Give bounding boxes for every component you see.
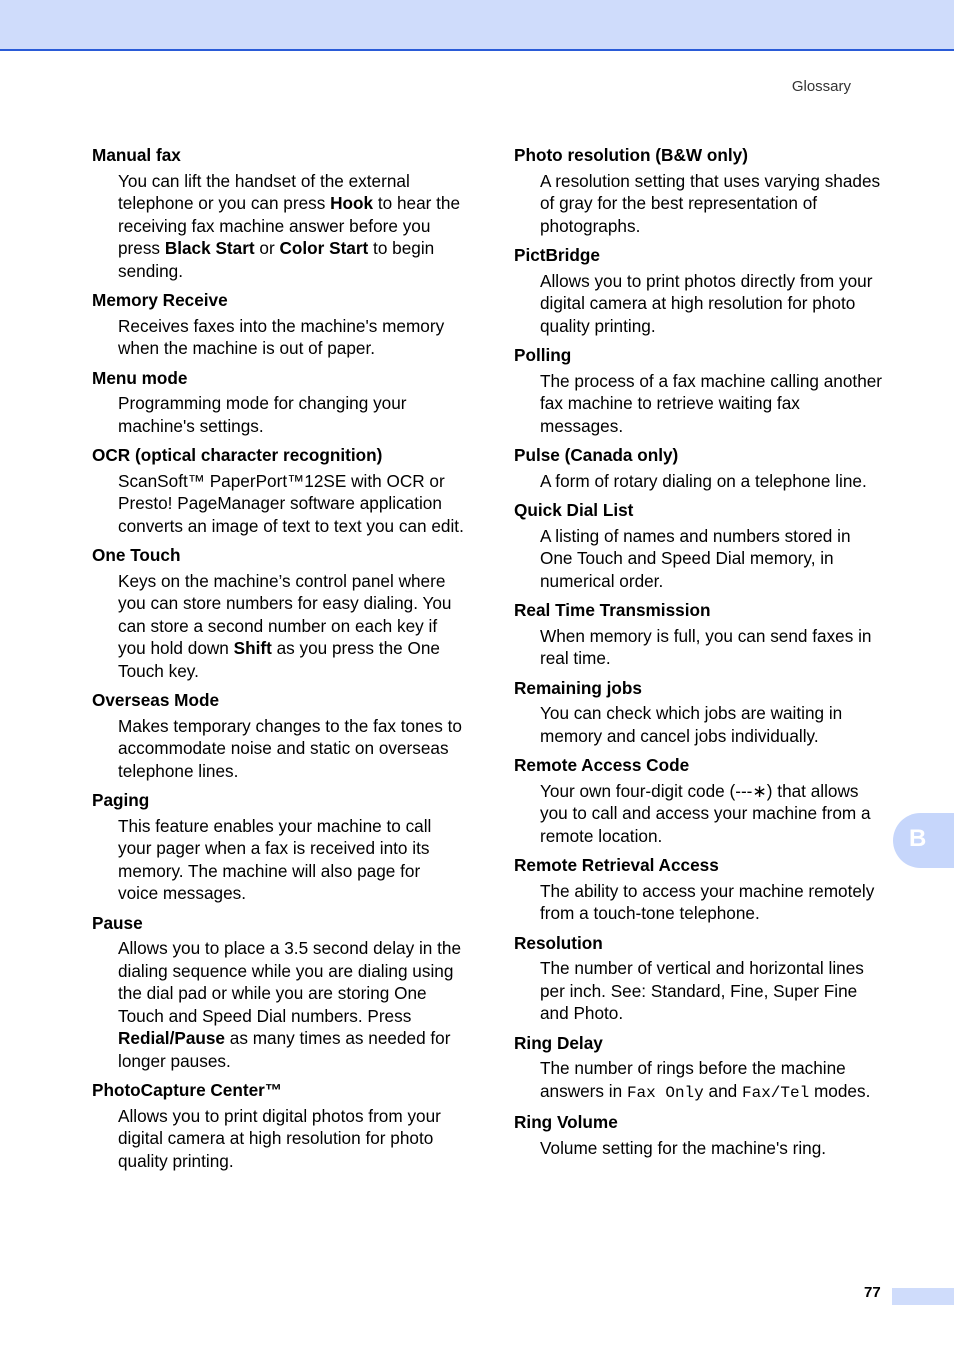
glossary-entry — [514, 677, 886, 748]
glossary-entry — [514, 754, 886, 847]
definition-text: The number of rings before the machine answers in — [540, 1058, 846, 1101]
definition-text: This feature enables your machine to call your pager when a fax is received into its memory. The machine will also page for voice messages. — [118, 815, 432, 903]
glossary-term: Remote Access Code — [514, 755, 690, 775]
page-number: 77 — [864, 1284, 881, 1301]
definition-text: The process of a fax machine calling another fax machine to retrieve waiting fax messages. — [540, 370, 883, 436]
glossary-term: Pause — [92, 912, 143, 933]
section-title: Glossary — [791, 78, 851, 95]
top-header-band — [0, 0, 954, 51]
glossary-entry — [92, 444, 464, 537]
key-name: Color Start — [279, 238, 369, 258]
glossary-entry — [514, 1111, 886, 1159]
glossary-entry — [514, 444, 886, 492]
glossary-definition — [118, 392, 464, 437]
glossary-entry — [92, 289, 464, 360]
glossary-definition — [118, 815, 464, 905]
glossary-term: Resolution — [514, 932, 603, 953]
glossary-definition — [540, 1137, 886, 1160]
glossary-entry — [514, 932, 886, 1025]
glossary-term: Pulse (Canada only) — [514, 445, 679, 465]
glossary-definition — [540, 880, 886, 925]
glossary-term: PhotoCapture Center™ — [92, 1080, 283, 1100]
glossary-right-column — [514, 144, 886, 1166]
definition-text: to begin sending. — [118, 238, 435, 281]
display-text: Fax/Tel — [741, 1083, 810, 1102]
glossary-entry — [92, 1079, 464, 1172]
definition-text: modes. — [809, 1080, 871, 1101]
glossary-entry — [514, 499, 886, 592]
display-text: Fax Only — [626, 1083, 704, 1102]
definition-text: You can check which jobs are waiting in memory and cancel jobs individually. — [540, 703, 843, 746]
definition-text: The number of vertical and horizontal lines per inch. See: Standard, Fine, Super Fine and Photo. — [540, 958, 864, 1023]
glossary-definition — [118, 315, 464, 360]
glossary-term: Ring Volume — [514, 1112, 618, 1132]
definition-text: The ability to access your machine remotely from a touch-tone telephone. — [540, 880, 875, 923]
definition-text: Allows you to print photos directly from your digital camera at high resolution for photo quality printing. — [540, 270, 873, 336]
glossary-definition — [118, 715, 464, 783]
definition-text: or — [254, 238, 280, 258]
glossary-term: PictBridge — [514, 245, 600, 265]
glossary-entry — [92, 544, 464, 682]
glossary-definition — [540, 625, 886, 670]
definition-text: A resolution setting that uses varying shades of gray for the best representation of photographs. — [540, 170, 881, 236]
glossary-term: OCR (optical character recognition) — [92, 445, 383, 465]
definition-text: Makes temporary changes to the fax tones to accommodate noise and static on overseas telephone lines. — [118, 715, 462, 781]
definition-text: as you press the One Touch key. — [118, 638, 440, 681]
key-name: Redial/Pause — [118, 1028, 225, 1048]
glossary-entry — [92, 912, 464, 1073]
appendix-tab-label: B — [909, 825, 927, 852]
glossary-definition — [118, 570, 464, 683]
footer-bar — [892, 1288, 954, 1305]
definition-text: When memory is full, you can send faxes in real time. — [540, 625, 872, 668]
key-name: Hook — [330, 193, 374, 213]
definition-text: Programming mode for changing your machine's settings. — [118, 393, 407, 436]
glossary-entry — [92, 367, 464, 438]
glossary-term: Real Time Transmission — [514, 600, 711, 620]
definition-text: Keys on the machine’s control panel where you can store numbers for easy dialing. You can store a second number on each key if you hold down — [118, 570, 452, 658]
glossary-definition — [118, 170, 464, 283]
glossary-definition — [540, 370, 886, 438]
glossary-entry — [514, 854, 886, 925]
definition-text: You can lift the handset of the external telephone or you can press — [118, 170, 410, 213]
glossary-definition — [540, 525, 886, 593]
glossary-definition — [118, 937, 464, 1072]
glossary-entry — [92, 689, 464, 782]
definition-text: A form of rotary dialing on a telephone line. — [540, 470, 867, 491]
glossary-term: Menu mode — [92, 367, 188, 388]
appendix-tab — [893, 813, 954, 868]
glossary-definition — [540, 270, 886, 338]
definition-text: and — [703, 1080, 742, 1101]
glossary-definition — [540, 780, 886, 848]
glossary-term: Manual fax — [92, 145, 181, 165]
glossary-definition — [540, 170, 886, 238]
glossary-term: Polling — [514, 345, 572, 365]
glossary-entry — [514, 144, 886, 237]
definition-text: Allows you to print digital photos from your digital camera at high resolution for photo quality printing. — [118, 1105, 441, 1171]
glossary-left-column — [92, 144, 464, 1179]
glossary-term: Paging — [92, 790, 150, 810]
glossary-definition — [540, 702, 886, 747]
glossary-term: Ring Delay — [514, 1032, 603, 1053]
glossary-entry — [514, 599, 886, 670]
definition-text: ScanSoft™ PaperPort™12SE with OCR or Presto! PageManager software application converts an image of text to text you can edit. — [118, 470, 464, 536]
glossary-term: Remaining jobs — [514, 677, 642, 698]
glossary-term: Remote Retrieval Access — [514, 855, 719, 875]
glossary-definition — [540, 470, 886, 493]
definition-text: to hear the receiving fax machine answer before you press — [118, 193, 461, 258]
glossary-definition — [540, 1057, 886, 1104]
glossary-term: Memory Receive — [92, 290, 228, 310]
definition-text: Your own four-digit code (---∗) that allows you to call and access your machine from a remote location. — [540, 780, 871, 846]
definition-text: Volume setting for the machine's ring. — [540, 1137, 827, 1158]
glossary-entry — [514, 244, 886, 337]
glossary-entry — [514, 344, 886, 437]
key-name: Black Start — [164, 238, 255, 258]
glossary-definition — [540, 957, 886, 1025]
glossary-definition — [118, 1105, 464, 1173]
glossary-entry — [514, 1032, 886, 1105]
definition-text: Receives faxes into the machine's memory when the machine is out of paper. — [118, 315, 445, 358]
key-name: Shift — [233, 638, 272, 658]
glossary-term: Photo resolution (B&W only) — [514, 145, 748, 165]
definition-text: Allows you to place a 3.5 second delay in the dialing sequence while you are dialing using the dial pad or while you are storing One Touch and Speed Dial numbers. Press — [118, 938, 462, 1026]
glossary-term: One Touch — [92, 545, 181, 565]
glossary-term: Overseas Mode — [92, 690, 220, 710]
glossary-definition — [118, 470, 464, 538]
glossary-entry — [92, 789, 464, 905]
glossary-entry — [92, 144, 464, 282]
definition-text: as many times as needed for longer pauses. — [118, 1028, 451, 1071]
definition-text: A listing of names and numbers stored in One Touch and Speed Dial memory, in numerical order. — [540, 525, 851, 591]
glossary-term: Quick Dial List — [514, 500, 634, 520]
